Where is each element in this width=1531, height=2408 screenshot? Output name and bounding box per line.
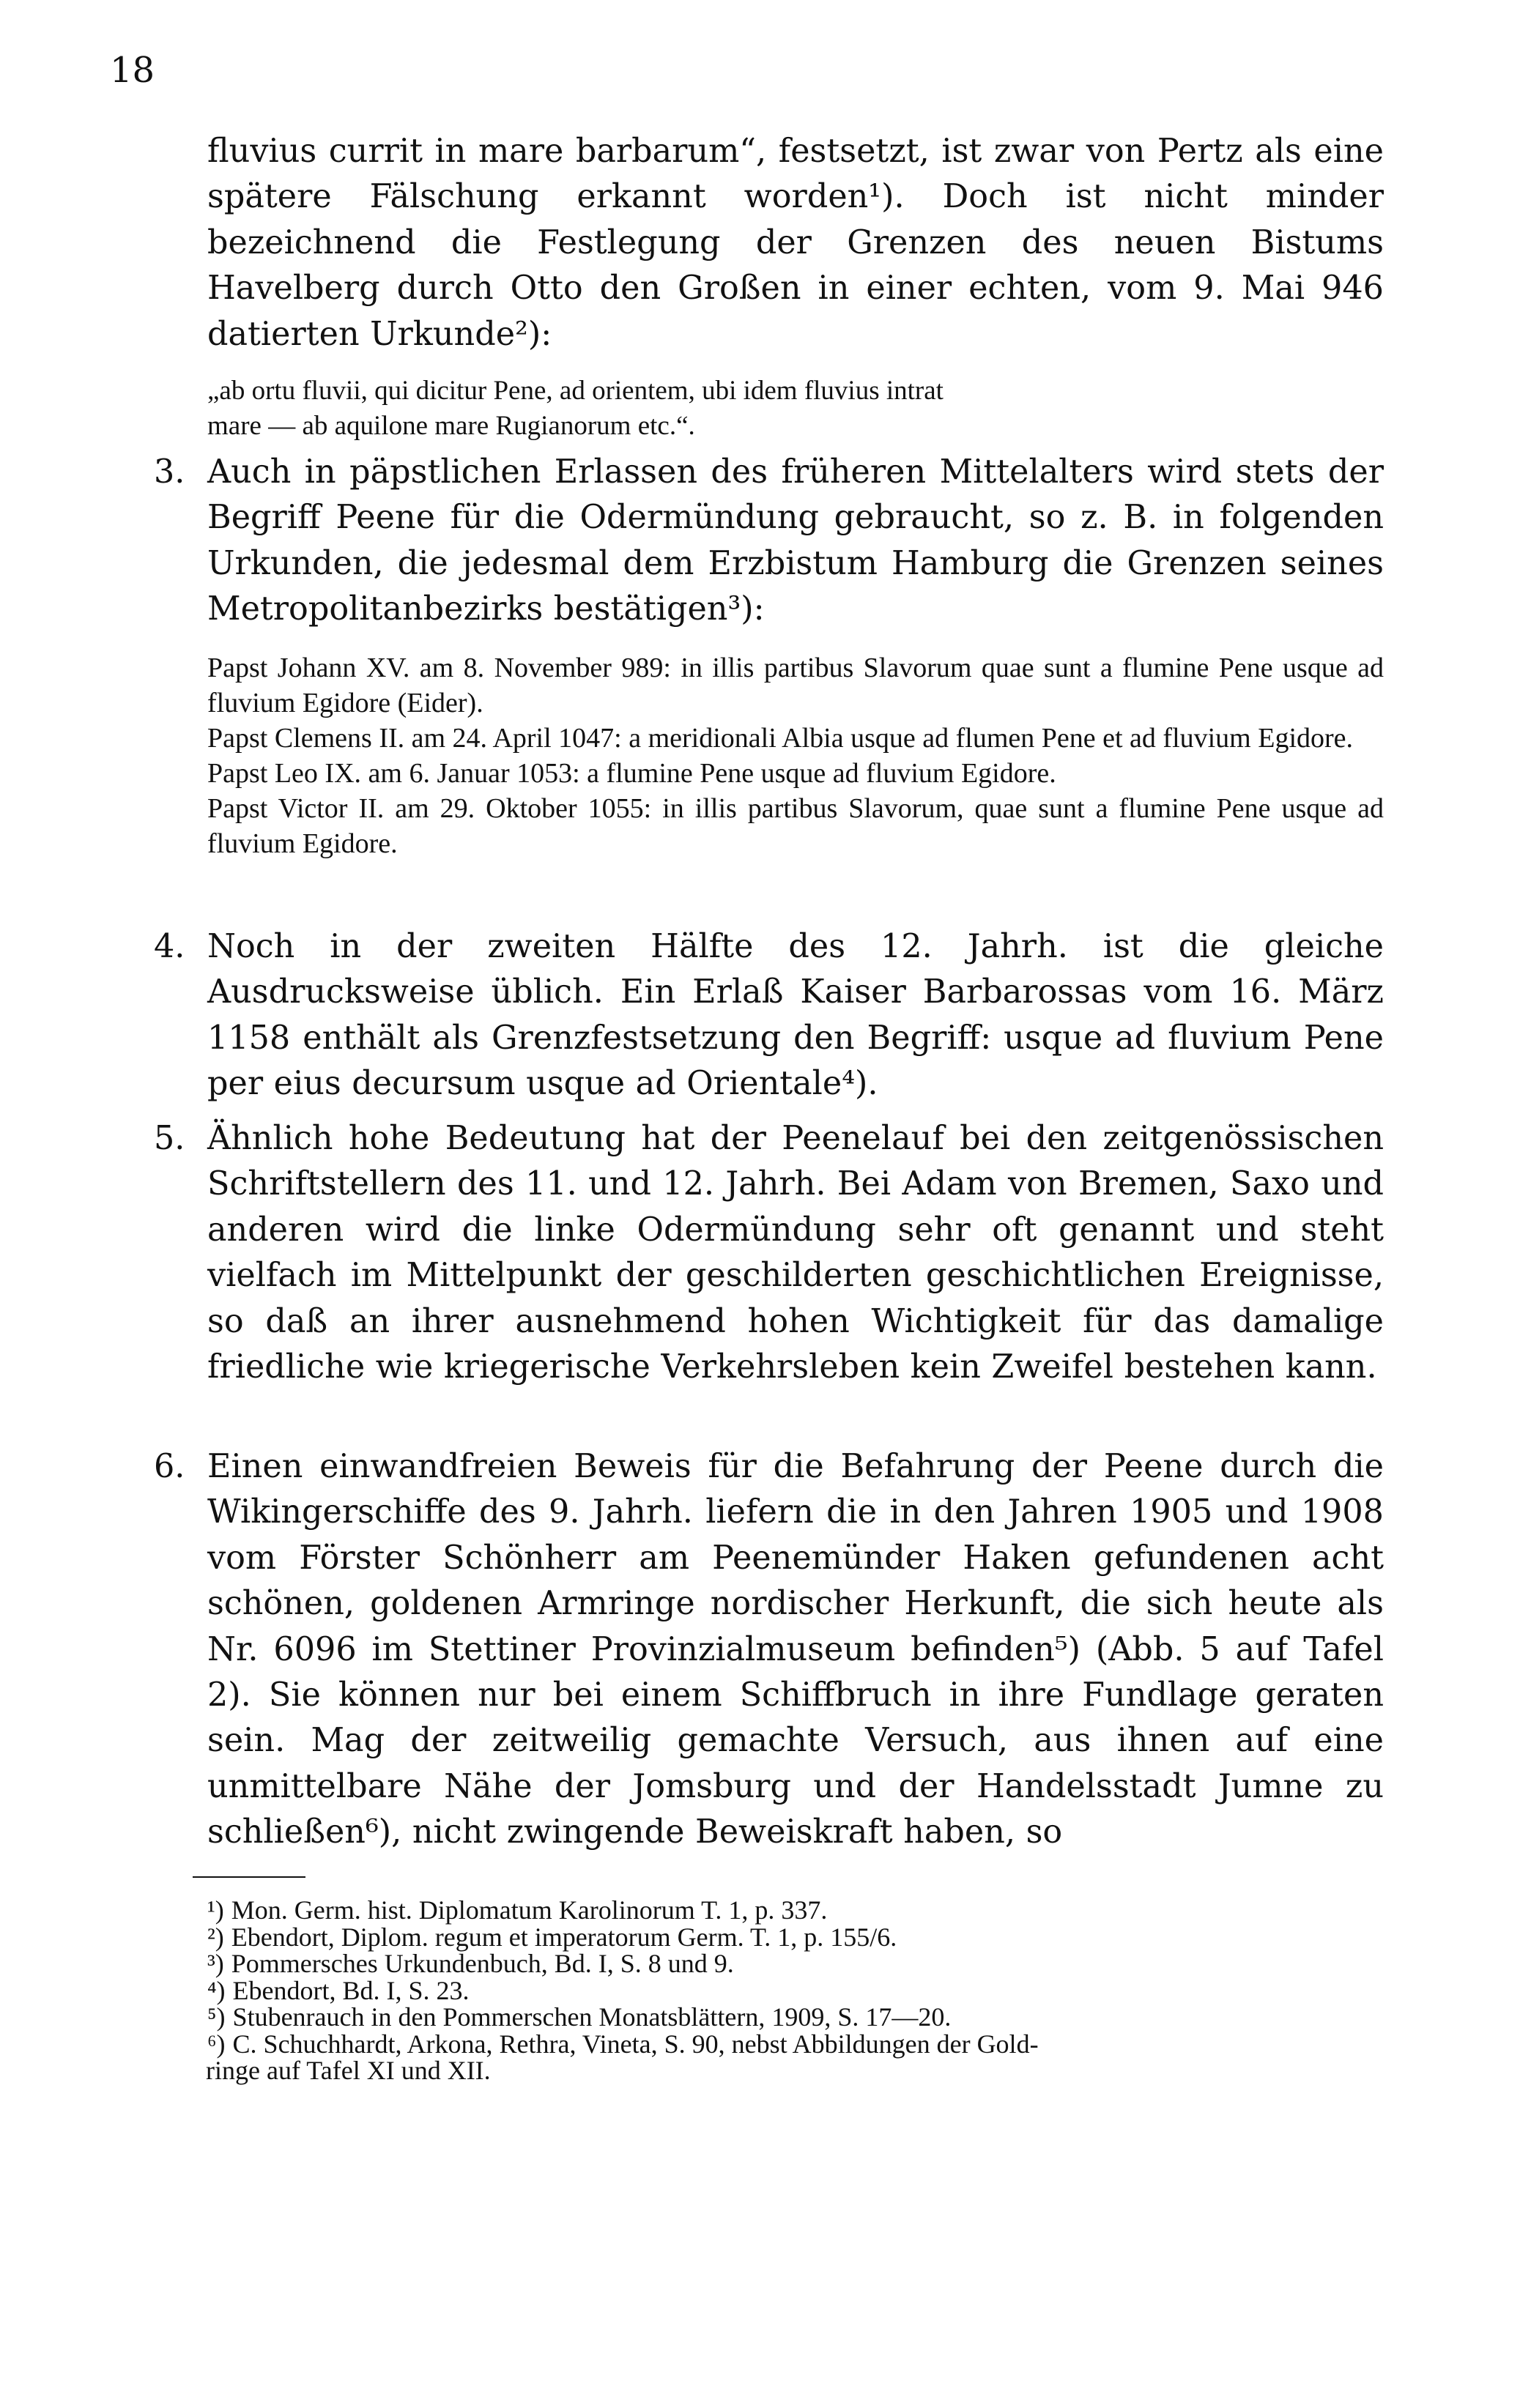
- list-item-text: Noch in der zweiten Hälfte des 12. Jahrh. ist die gleiche Ausdrucksweise üblich. Ein Erlaß Kaiser Barbarossas vom 16. März 1158 enthält als Grenzfestsetzung den Begriff: usque ad fluvium Pene per eius decursum usque ad Orientale⁴).: [207, 928, 1384, 1103]
- list-item-number: 4.: [154, 928, 185, 965]
- list-item-text: Auch in päpstlichen Erlassen des früheren Mittelalters wird stets der Begriff Peene für die Odermündung gebraucht, so z. B. in folgenden Urkunden, die jedesmal dem Erzbistum Hamburg die Grenzen seines Metropolitanbezirks bestätigen³):: [207, 453, 1384, 628]
- footnote-5: [207, 2004, 1384, 2031]
- list-item-number: 5.: [154, 1120, 185, 1157]
- footnote-6-continuation: ringe auf Tafel XI und XII.: [206, 2056, 491, 2085]
- papal-decree-entry: Papst Leo IX. am 6. Januar 1053: a flumine Pene usque ad fluvium Egidore.: [207, 758, 1056, 789]
- footnote-6: [207, 2031, 1384, 2058]
- footnote-text: C. Schuchhardt, Arkona, Rethra, Vineta, S. 90, nebst Abbildungen der Gold-: [232, 2029, 1039, 2059]
- footnote-number: ⁶): [207, 2029, 226, 2059]
- list-item-number: 3.: [154, 453, 185, 491]
- footnote-separator: [193, 1876, 305, 1878]
- footnote-1: [207, 1897, 1384, 1924]
- latin-quote-line: „ab ortu fluvii, qui dicitur Pene, ad orientem, ubi idem fluvius intrat: [207, 376, 944, 406]
- papal-decrees-list: [207, 650, 1384, 861]
- latin-quote: [207, 374, 1384, 444]
- footnote-4: [207, 1977, 1384, 2004]
- list-item-text: Ähnlich hohe Bedeutung hat der Peenelauf bei den zeitgenössischen Schriftstellern des 11. und 12. Jahrh. Bei Adam von Bremen, Saxo und anderen wird die linke Odermündung sehr oft genannt und steht vielfach im Mittelpunkt der geschilderten geschichtlichen Ereignisse, so daß an ihrer ausnehmend hohen Wichtigkeit für das damalige friedliche wie kriegerische Verkehrsleben kein Zweifel bestehen kann.: [207, 1120, 1384, 1386]
- list-item-number: 6.: [154, 1448, 185, 1485]
- page-number: 18: [110, 50, 155, 91]
- papal-decree-entry: Papst Clemens II. am 24. April 1047: a meridionali Albia usque ad flumen Pene et ad fluvium Egidore.: [207, 723, 1354, 754]
- list-item-text: Einen einwandfreien Beweis für die Befahrung der Peene durch die Wikingerschiffe des 9. Jahrh. liefern die in den Jahren 1905 und 1908 vom Förster Schönherr am Peenemünder Haken gefundenen acht schönen, goldenen Armringe nordischer Herkunft, die sich heute als Nr. 6096 im Stettiner Provinzialmuseum befinden⁵) (Abb. 5 auf Tafel 2). Sie können nur bei einem Schiffbruch in ihre Fundlage geraten sein. Mag der zeitweilig gemachte Versuch, aus ihnen auf eine unmittelbare Nähe der Jomsburg und der Handelsstadt Jumne zu schließen⁶), nicht zwingende Beweiskraft haben, so: [207, 1448, 1384, 1851]
- footnote-2: [207, 1924, 1384, 1951]
- intro-paragraph: fluvius currit in mare barbarum“, festsetzt, ist zwar von Pertz als eine spätere Fälschung erkannt worden¹). Doch ist nicht minder bezeichnend die Festlegung der Grenzen des neuen Bistums Havelberg durch Otto den Großen in einer echten, vom 9. Mai 946 datierten Urkunde²):: [207, 133, 1384, 353]
- latin-quote-line: mare — ab aquilone mare Rugianorum etc.“.: [207, 411, 695, 441]
- papal-decree-entry: Papst Victor II. am 29. Oktober 1055: in illis partibus Slavorum, quae sunt a flumine Pene usque ad fluvium Egidore.: [207, 793, 1384, 859]
- footnote-text: Mon. Germ. hist. Diplomatum Karolinorum T. 1, p. 337.: [231, 1895, 828, 1925]
- footnote-text: Ebendort, Diplom. regum et imperatorum Germ. T. 1, p. 155/6.: [231, 1922, 897, 1952]
- footnotes: [207, 1897, 1384, 2084]
- footnote-number: ⁵): [207, 2002, 226, 2032]
- papal-decree-entry: Papst Johann XV. am 8. November 989: in illis partibus Slavorum quae sunt a flumine Pene usque ad fluvium Egidore (Eider).: [207, 653, 1384, 718]
- footnote-number: ³): [207, 1949, 224, 1978]
- footnote-number: ⁴): [207, 1975, 226, 2005]
- footnote-text: Ebendort, Bd. I, S. 23.: [232, 1975, 470, 2005]
- footnote-number: ¹): [207, 1895, 224, 1925]
- footnote-text: Pommersches Urkundenbuch, Bd. I, S. 8 und 9.: [231, 1949, 734, 1978]
- footnote-text: Stubenrauch in den Pommerschen Monatsblättern, 1909, S. 17—20.: [232, 2002, 952, 2032]
- footnote-number: ²): [207, 1922, 224, 1952]
- footnote-3: [207, 1950, 1384, 1977]
